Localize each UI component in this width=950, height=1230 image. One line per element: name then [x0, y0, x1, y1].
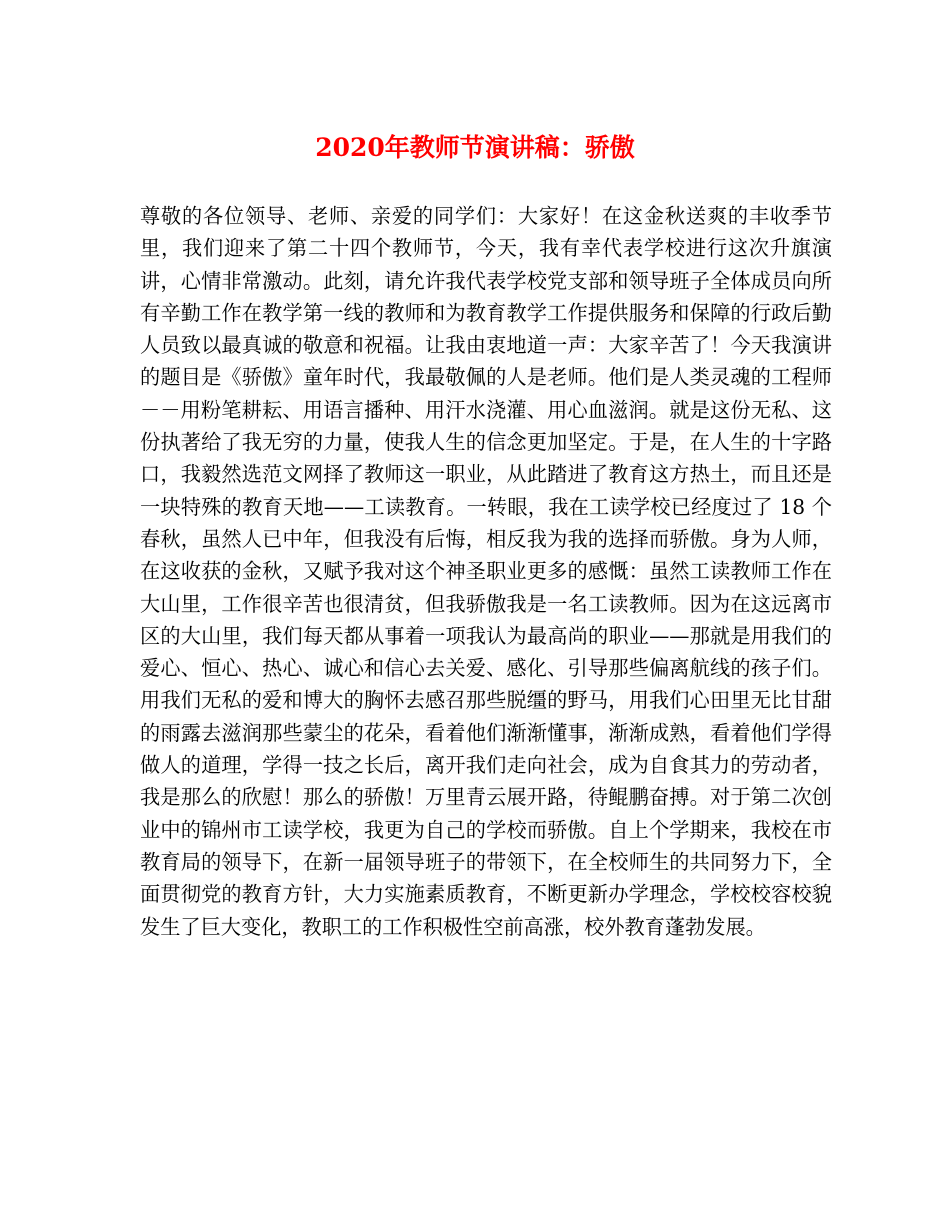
document-paragraph: 尊敬的各位领导、老师、亲爱的同学们：大家好！在这金秋送爽的丰收季节里，我们迎来了第二十四个教师节，今天，我有幸代表学校进行这次升旗演讲，心情非常激动。此刻，请允许我代表学校党支部和领导班子全体成员向所有辛勤工作在教学第一线的教师和为教育教学工作提供服务和保障的行政后勤人员致以最真诚的敬意和祝福。让我由衷地道一声：大家辛苦了！今天我演讲的题目是《骄傲》童年时代，我最敬佩的人是老师。他们是人类灵魂的工程师－－用粉笔耕耘、用语言播种、用汗水浇灌、用心血滋润。就是这份无私、这份执著给了我无穷的力量，使我人生的信念更加坚定。于是，在人生的十字路口，我毅然选范文网择了教师这一职业，从此踏进了教育这方热土，而且还是一块特殊的教育天地——工读教育。一转眼，我在工读学校已经度过了 18 个春秋，虽然人已中年，但我没有后悔，相反我为我的选择而骄傲。身为人师，在这收获的金秋，又赋予我对这个神圣职业更多的感慨：虽然工读教师工作在大山里，工作很辛苦也很清贫，但我骄傲我是一名工读教师。因为在这远离市区的大山里，我们每天都从事着一项我认为最高尚的职业——那就是用我们的爱心、恒心、热心、诚心和信心去关爱、感化、引导那些偏离航线的孩子们。用我们无私的爱和博大的胸怀去感召那些脱缰的野马，用我们心田里无比甘甜的雨露去滋润那些蒙尘的花朵，看着他们渐渐懂事，渐渐成熟，看着他们学得做人的道理，学得一技之长后，离开我们走向社会，成为自食其力的劳动者，我是那么的欣慰！那么的骄傲！万里青云展开路，待鲲鹏奋搏。对于第二次创业中的锦州市工读学校，我更为自己的学校而骄傲。自上个学期来，我校在市教育局的领导下，在新一届领导班子的带领下，在全校师生的共同努力下，全面贯彻党的教育方针，大力实施素质教育，不断更新办学理念，学校校容校貌发生了巨大变化，教职工的工作积极性空前高涨，校外教育蓬勃发展。: [140, 204, 832, 939]
document-title: 2020年教师节演讲稿：骄傲: [315, 133, 635, 162]
